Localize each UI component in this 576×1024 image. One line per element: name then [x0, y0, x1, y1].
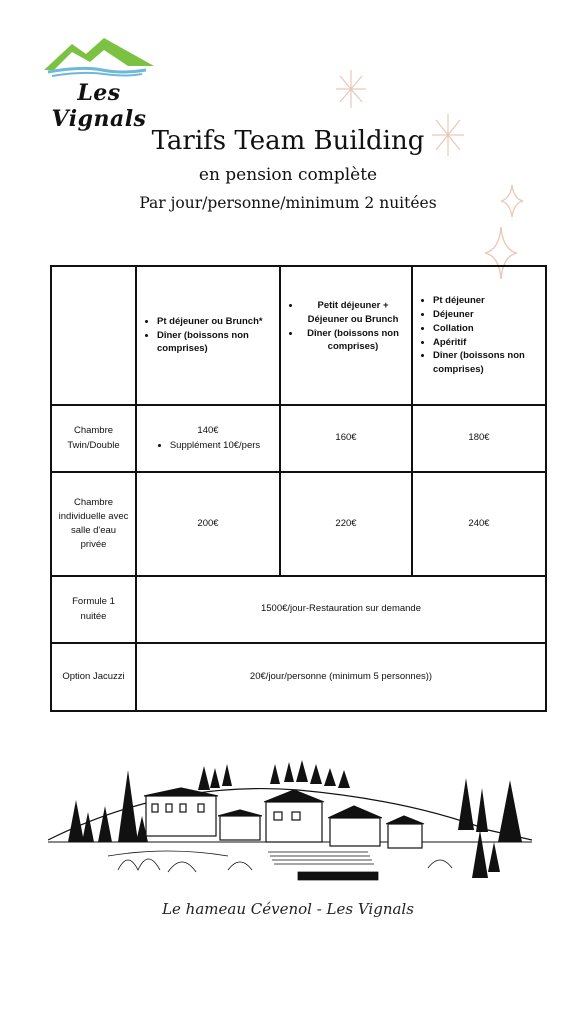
- formula-cell-2: [280, 266, 412, 405]
- row-label: Chambre individuelle avec salle d'eau privée: [51, 472, 136, 576]
- brand-name: Les Vignals: [51, 80, 147, 132]
- supplement-note: • Supplément 10€/pers: [170, 439, 260, 453]
- table-header-row: [51, 266, 546, 405]
- table-row: [51, 576, 546, 643]
- formula-item: • Petit déjeuner + Déjeuner ou Brunch: [301, 299, 405, 327]
- price-cell: 200€: [136, 472, 280, 576]
- conditions-text: Par jour/personne/minimum 2 nuitées: [139, 194, 437, 212]
- mountain-logo-icon: [42, 36, 156, 80]
- formula-item: • Pt déjeuner ou Brunch*: [157, 315, 273, 329]
- footer-caption: Le hameau Cévenol - Les Vignals: [162, 900, 414, 918]
- price-value: 140€: [197, 425, 219, 437]
- page-subtitle: en pension complète: [198, 165, 378, 185]
- brand-logo: [38, 36, 160, 132]
- row-label: Option Jacuzzi: [51, 643, 136, 711]
- table-row: [51, 405, 546, 472]
- formula-item: • Collation: [433, 322, 539, 336]
- table-row: [51, 472, 546, 576]
- merged-price-cell: 1500€/jour-Restauration sur demande: [136, 576, 546, 643]
- price-cell: 240€: [412, 472, 546, 576]
- formula-cell-1: [136, 266, 280, 405]
- merged-price-cell: 20€/jour/personne (minimum 5 personnes)): [136, 643, 546, 711]
- price-cell: 220€: [280, 472, 412, 576]
- formula-item: • Dîner (boissons non comprises): [157, 329, 273, 357]
- formula-item: • Dîner (boissons non comprises): [301, 327, 405, 355]
- price-cell: 180€: [412, 405, 546, 472]
- page-title: Tarifs Team Building: [151, 126, 425, 156]
- rates-table: [50, 265, 547, 712]
- formula-item: • Apéritif: [433, 336, 539, 350]
- row-label: Formule 1 nuitée: [51, 576, 136, 643]
- empty-header-cell: [51, 266, 136, 405]
- formula-cell-3: [412, 266, 546, 405]
- price-cell: 160€: [280, 405, 412, 472]
- table-row: [51, 643, 546, 711]
- village-illustration: [48, 760, 532, 910]
- price-cell: [136, 405, 280, 472]
- formula-item: • Dîner (boissons non comprises): [433, 349, 539, 377]
- row-label: Chambre Twin/Double: [51, 405, 136, 472]
- formula-item: • Pt déjeuner: [433, 294, 539, 308]
- sparkle-icon: [334, 68, 368, 110]
- formula-item: • Déjeuner: [433, 308, 539, 322]
